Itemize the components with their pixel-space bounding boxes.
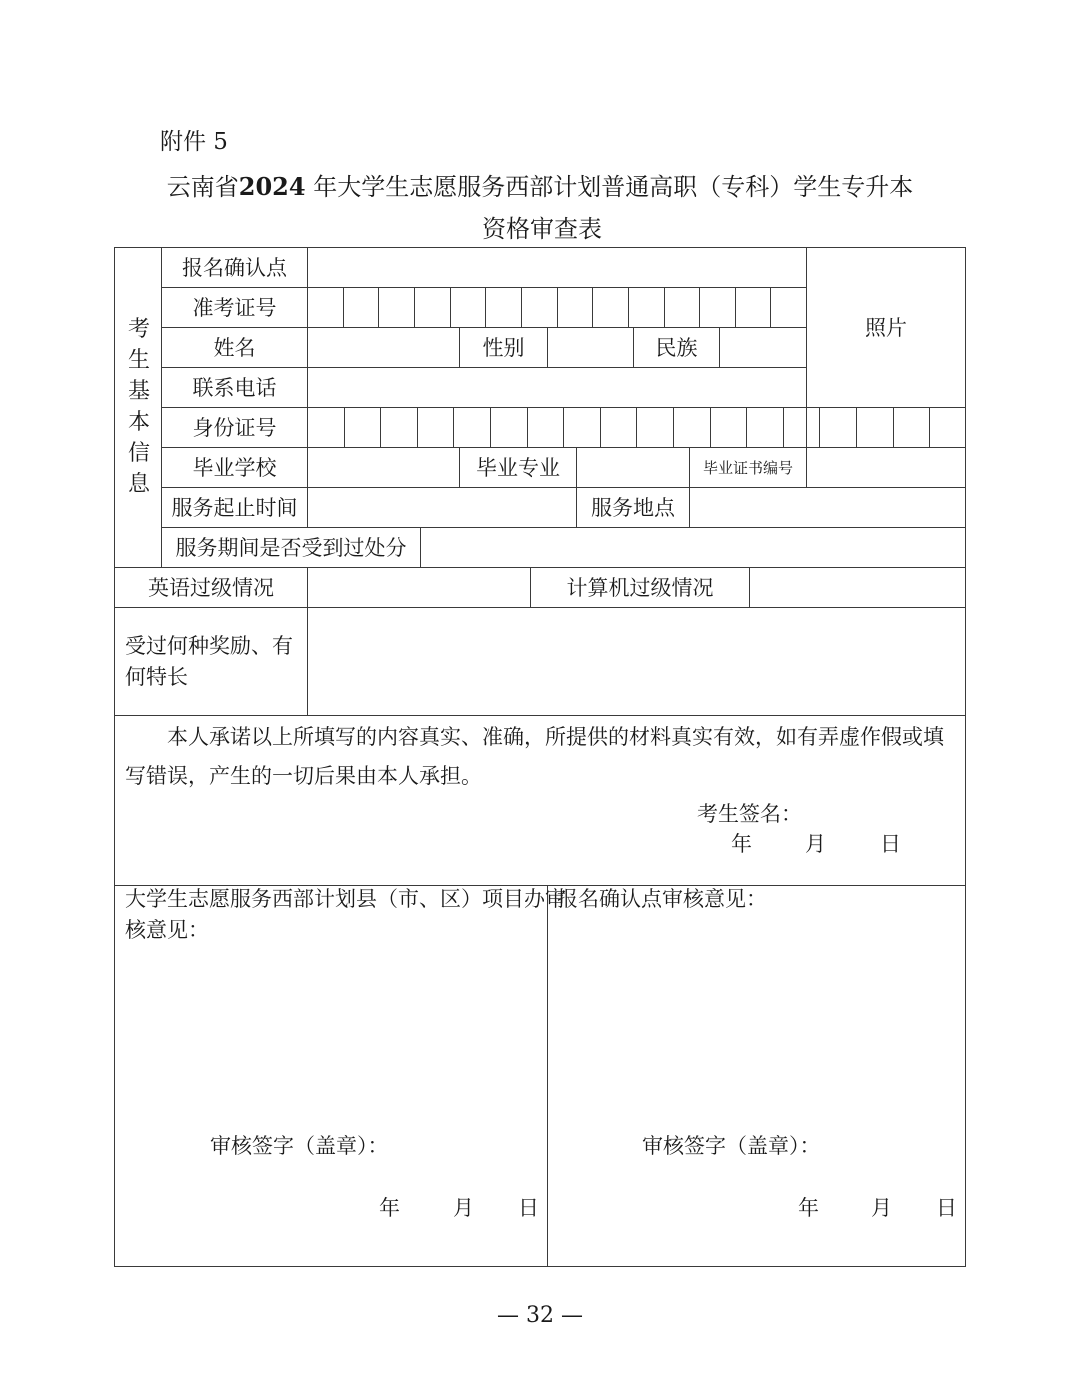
review-right-month: 月 <box>871 1196 892 1220</box>
section-label-char: 考 <box>127 317 150 342</box>
registration-point-field[interactable] <box>308 248 806 287</box>
label-id-number: 身份证号 <box>192 416 277 440</box>
review-left-signature-label: 审核签字（盖章）： <box>210 1134 389 1158</box>
label-major: 毕业专业 <box>476 456 560 480</box>
section-label-char: 生 <box>127 348 150 373</box>
review-right-opinion-field[interactable] <box>549 920 964 1130</box>
label-service-period: 服务起止时间 <box>171 496 298 520</box>
label-ethnicity: 民族 <box>655 336 698 360</box>
name-field[interactable] <box>308 328 459 367</box>
label-school: 毕业学校 <box>192 456 277 480</box>
applicant-signature-label: 考生签名： <box>697 802 802 826</box>
pledge-day: 日 <box>880 832 901 856</box>
applicant-signature-field[interactable] <box>795 800 945 828</box>
section-label-basic-info <box>116 314 162 500</box>
label-phone: 联系电话 <box>192 376 277 400</box>
review-left-year: 年 <box>379 1196 400 1220</box>
review-left-opinion-field[interactable] <box>116 950 546 1130</box>
awards-field[interactable] <box>308 608 965 715</box>
major-field[interactable] <box>577 448 689 487</box>
label-exam-id: 准考证号 <box>192 296 277 320</box>
attachment-label: 附件 5 <box>160 129 228 155</box>
ethnicity-field[interactable] <box>720 328 806 367</box>
photo-box[interactable]: 照片 <box>865 316 907 340</box>
section-label-char: 基 <box>127 379 150 404</box>
exam-id-boxes[interactable] <box>307 287 806 327</box>
school-field[interactable] <box>308 448 459 487</box>
review-left-day: 日 <box>518 1196 539 1220</box>
review-left-line1: 大学生志愿服务西部计划县（市、区）项目办审 <box>125 887 566 911</box>
review-left-month: 月 <box>453 1196 474 1220</box>
pledge-line1: 本人承诺以上所填写的内容真实、准确，所提供的材料真实有效，如有弄虚作假或填 <box>167 725 944 749</box>
label-registration-point: 报名确认点 <box>182 256 287 280</box>
section-label-char: 本 <box>127 410 150 435</box>
form-title-line2: 资格审查表 <box>482 215 602 243</box>
review-right-day: 日 <box>936 1196 957 1220</box>
review-right-line1: 报名确认点审核意见： <box>557 887 767 911</box>
review-right-signature-label: 审核签字（盖章）： <box>642 1134 821 1158</box>
review-left-line2: 核意见： <box>125 918 209 942</box>
phone-field[interactable] <box>308 368 806 407</box>
label-gender: 性别 <box>482 336 525 360</box>
label-computer: 计算机过级情况 <box>566 576 714 600</box>
title-pre: 云南省 <box>166 173 239 201</box>
label-service-location: 服务地点 <box>591 496 675 520</box>
title-post: 年大学生志愿服务西部计划普通高职（专科）学生专升本 <box>305 173 914 201</box>
discipline-field[interactable] <box>421 528 965 567</box>
title-year: 2024 <box>238 172 306 201</box>
computer-field[interactable] <box>750 568 965 607</box>
section-label-char: 信 <box>127 441 150 466</box>
page-number: — 32 — <box>497 1303 583 1328</box>
label-english: 英语过级情况 <box>148 576 274 600</box>
label-awards: 受过何种奖励、有 何特长 <box>125 634 293 689</box>
label-cert-number: 毕业证书编号 <box>702 458 793 477</box>
review-right-year: 年 <box>798 1196 819 1220</box>
pledge-year: 年 <box>731 832 752 856</box>
label-name: 姓名 <box>213 336 256 360</box>
service-period-field[interactable] <box>308 488 576 527</box>
pledge-line2: 写错误，产生的一切后果由本人承担。 <box>125 764 482 788</box>
service-location-field[interactable] <box>690 488 965 527</box>
english-field[interactable] <box>308 568 530 607</box>
label-discipline: 服务期间是否受到过处分 <box>175 536 407 560</box>
gender-field[interactable] <box>548 328 633 367</box>
pledge-month: 月 <box>805 832 826 856</box>
cert-number-field[interactable] <box>807 448 965 487</box>
section-label-char: 息 <box>127 472 150 497</box>
id-number-boxes[interactable] <box>307 407 966 447</box>
form-title <box>0 172 1080 202</box>
